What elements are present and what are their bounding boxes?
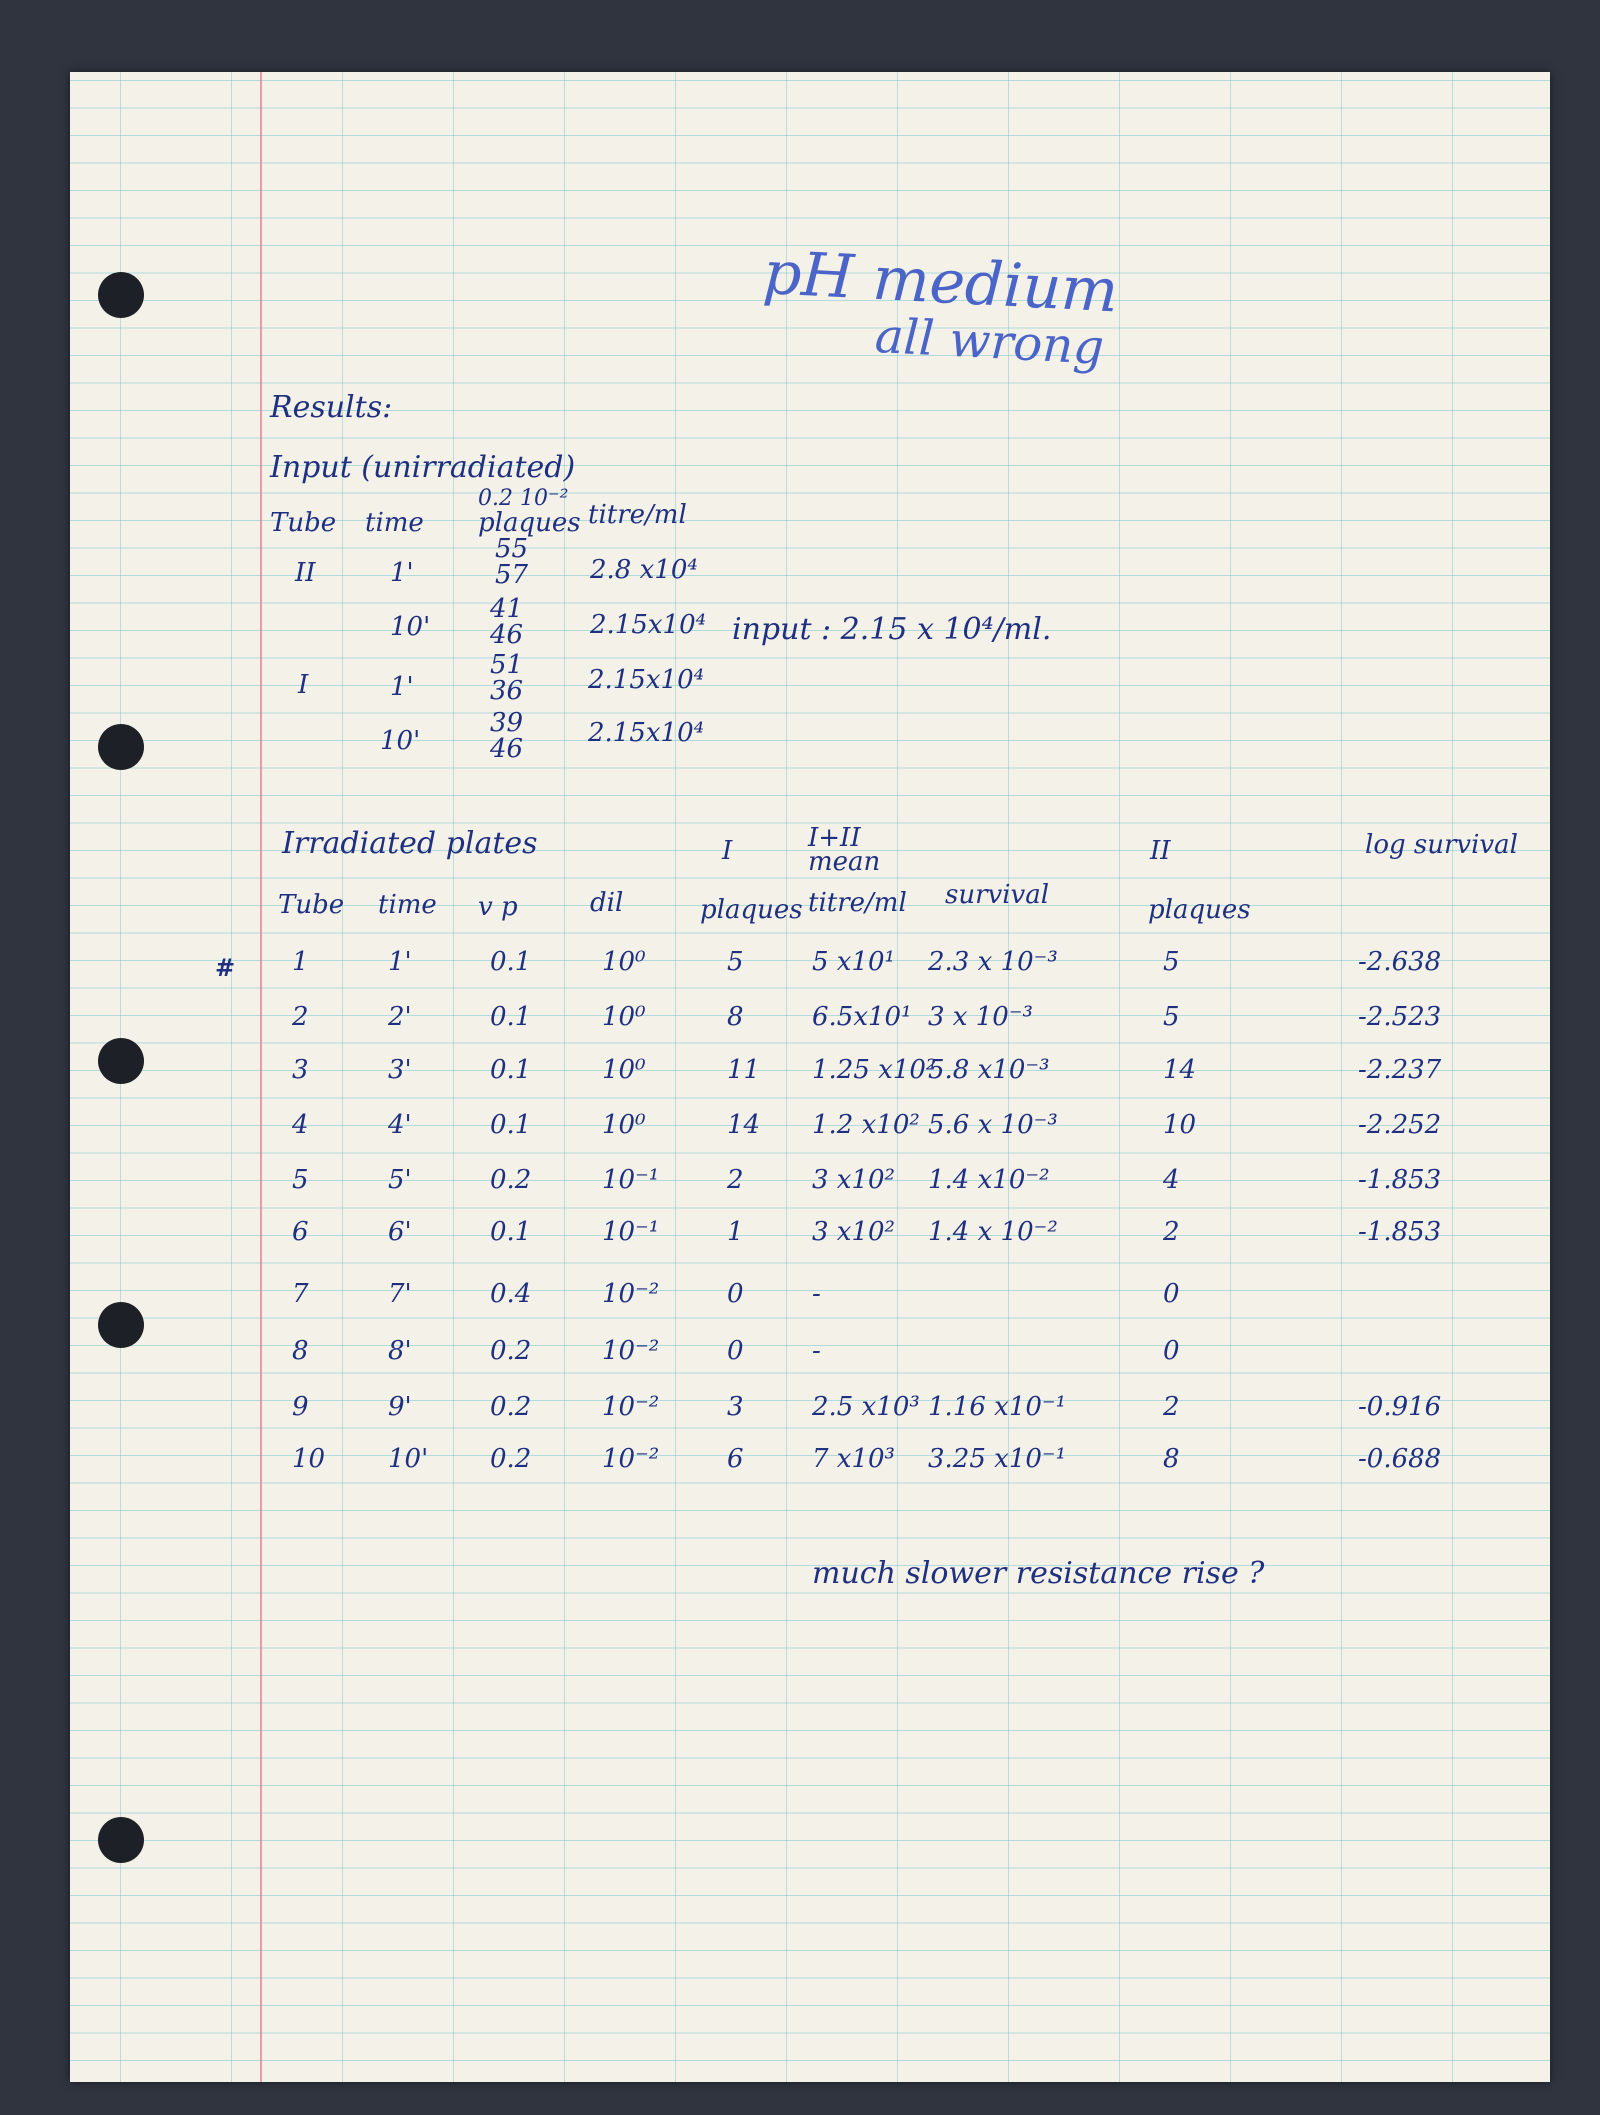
irr-cell-plaques-i: 0 (727, 1279, 744, 1309)
irradiated-title: Irradiated plates (282, 826, 538, 861)
irr-cell-dil: 10⁻² (602, 1279, 660, 1309)
irr-cell-vp: 0.1 (490, 947, 532, 977)
note-line-1: pH medium (761, 238, 1120, 327)
irr-cell-time: 7' (388, 1279, 412, 1309)
irr-cell-dil: 10⁻¹ (602, 1165, 660, 1195)
irr-cell-tube: 5 (292, 1165, 309, 1195)
input-row-plaque-a: 55 (495, 534, 529, 564)
irr-cell-plaques-ii: 2 (1163, 1392, 1180, 1422)
irr-cell-log: -2.237 (1358, 1055, 1442, 1085)
note-line-2: all wrong (873, 307, 1106, 376)
irr-cell-tube: 3 (292, 1055, 309, 1085)
irr-cell-plaques-ii: 5 (1163, 947, 1180, 977)
irr-cell-time: 8' (388, 1336, 412, 1366)
irr-cell-dil: 10⁰ (602, 1002, 646, 1032)
irr-cell-log: -0.916 (1358, 1392, 1442, 1422)
irr-cell-dil: 10⁻¹ (602, 1217, 660, 1247)
punch-hole (98, 1038, 144, 1084)
input-header-plaques: plaques (478, 508, 581, 538)
input-section-title: Input (unirradiated) (270, 450, 576, 485)
input-row-time: 10' (390, 612, 431, 642)
irr-cell-log: -2.523 (1358, 1002, 1442, 1032)
irr-cell-tube: 9 (292, 1392, 309, 1422)
irr-cell-plaques-ii: 5 (1163, 1002, 1180, 1032)
irr-cell-vp: 0.1 (490, 1055, 532, 1085)
irr-header-vp: v p (478, 892, 518, 922)
irr-cell-plaques-ii: 14 (1163, 1055, 1197, 1085)
irr-cell-titre: 3 x10² (812, 1165, 895, 1195)
group-header-i: I (722, 836, 733, 866)
irr-cell-time: 9' (388, 1392, 412, 1422)
input-row-plaque-b: 57 (495, 560, 529, 590)
irr-cell-titre: 1.2 x10² (812, 1110, 920, 1140)
input-row-time: 10' (380, 726, 421, 756)
irr-cell-plaques-i: 2 (727, 1165, 744, 1195)
irr-cell-plaques-i: 8 (727, 1002, 744, 1032)
irr-cell-time: 6' (388, 1217, 412, 1247)
irr-cell-vp: 0.1 (490, 1217, 532, 1247)
irr-cell-vp: 0.2 (490, 1444, 532, 1474)
irr-cell-survival: 3.25 x10⁻¹ (928, 1444, 1067, 1474)
punch-hole (98, 272, 144, 318)
group-header-ii: II (1150, 836, 1171, 866)
irr-cell-dil: 10⁰ (602, 1110, 646, 1140)
irr-cell-dil: 10⁰ (602, 947, 646, 977)
irr-cell-time: 4' (388, 1110, 412, 1140)
irr-cell-plaques-i: 5 (727, 947, 744, 977)
input-row-plaque-a: 41 (490, 594, 524, 624)
irr-cell-time: 5' (388, 1165, 412, 1195)
group-header-mean: I+II mean (808, 823, 881, 877)
irr-cell-titre: - (812, 1336, 821, 1366)
irr-cell-plaques-ii: 2 (1163, 1217, 1180, 1247)
input-row-plaque-a: 39 (490, 708, 524, 738)
irr-cell-vp: 0.4 (490, 1279, 532, 1309)
input-row-plaque-b: 46 (490, 620, 524, 650)
irr-header-time: time (378, 890, 437, 920)
irr-cell-titre: 7 x10³ (812, 1444, 895, 1474)
input-row-titre: 2.15x10⁴ (588, 718, 705, 748)
irr-cell-survival: 1.16 x10⁻¹ (928, 1392, 1067, 1422)
irr-cell-log: -0.688 (1358, 1444, 1442, 1474)
punch-hole (98, 1817, 144, 1863)
irr-cell-log: -2.252 (1358, 1110, 1442, 1140)
irr-cell-plaques-i: 1 (727, 1217, 744, 1247)
input-header-titre: titre/ml (588, 500, 687, 530)
input-row-plaque-b: 46 (490, 734, 524, 764)
group-header-log: log survival (1365, 830, 1518, 860)
irr-cell-plaques-i: 14 (727, 1110, 761, 1140)
irr-cell-survival: 2.3 x 10⁻³ (928, 947, 1058, 977)
irr-cell-time: 3' (388, 1055, 412, 1085)
irr-cell-dil: 10⁻² (602, 1336, 660, 1366)
irr-cell-log: -1.853 (1358, 1165, 1442, 1195)
irr-cell-plaques-ii: 4 (1163, 1165, 1180, 1195)
irr-header-tube: Tube (278, 890, 345, 920)
footer-note: much slower resistance rise ? (812, 1556, 1265, 1591)
margin-mark: # (215, 953, 236, 982)
irr-cell-tube: 7 (292, 1279, 309, 1309)
irr-cell-plaques-ii: 8 (1163, 1444, 1180, 1474)
irr-cell-plaques-ii: 0 (1163, 1279, 1180, 1309)
irr-cell-vp: 0.2 (490, 1336, 532, 1366)
irr-cell-time: 10' (388, 1444, 429, 1474)
irr-cell-tube: 2 (292, 1002, 309, 1032)
punch-hole (98, 1302, 144, 1348)
irr-cell-vp: 0.1 (490, 1002, 532, 1032)
irr-header-plaques-ii: plaques (1148, 895, 1251, 925)
irr-cell-survival: 1.4 x 10⁻² (928, 1217, 1058, 1247)
irr-cell-titre: 6.5x10¹ (812, 1002, 912, 1032)
irr-cell-plaques-i: 0 (727, 1336, 744, 1366)
irr-header-plaques-i: plaques (700, 895, 803, 925)
irr-cell-dil: 10⁰ (602, 1055, 646, 1085)
irr-cell-plaques-i: 6 (727, 1444, 744, 1474)
irr-header-titre: titre/ml (808, 888, 907, 918)
irr-cell-tube: 1 (292, 947, 309, 977)
margin-line (260, 72, 262, 2082)
irr-cell-titre: - (812, 1279, 821, 1309)
irr-cell-vp: 0.2 (490, 1392, 532, 1422)
irr-cell-time: 1' (388, 947, 412, 977)
irr-cell-titre: 1.25 x10² (812, 1055, 937, 1085)
irr-cell-titre: 2.5 x10³ (812, 1392, 920, 1422)
irr-cell-tube: 4 (292, 1110, 309, 1140)
input-header-tube: Tube (270, 508, 337, 538)
input-row-time: 1' (390, 558, 414, 588)
irr-header-dil: dil (590, 888, 624, 918)
irr-cell-titre: 5 x10¹ (812, 947, 895, 977)
irr-cell-dil: 10⁻² (602, 1392, 660, 1422)
punch-hole (98, 724, 144, 770)
irr-cell-dil: 10⁻² (602, 1444, 660, 1474)
irr-cell-survival: 5.8 x10⁻³ (928, 1055, 1050, 1085)
irr-cell-plaques-ii: 10 (1163, 1110, 1197, 1140)
input-row-plaque-b: 36 (490, 676, 524, 706)
irr-header-survival: survival (945, 880, 1050, 910)
input-row-plaque-a: 51 (490, 650, 524, 680)
irr-cell-plaques-i: 3 (727, 1392, 744, 1422)
irr-cell-survival: 5.6 x 10⁻³ (928, 1110, 1058, 1140)
irr-cell-tube: 6 (292, 1217, 309, 1247)
irr-cell-plaques-i: 11 (727, 1055, 761, 1085)
irr-cell-tube: 8 (292, 1336, 309, 1366)
irr-cell-log: -2.638 (1358, 947, 1442, 977)
irr-cell-vp: 0.2 (490, 1165, 532, 1195)
handwritten-note (759, 238, 1120, 376)
irr-cell-vp: 0.1 (490, 1110, 532, 1140)
irr-cell-survival: 3 x 10⁻³ (928, 1002, 1033, 1032)
input-summary: input : 2.15 x 10⁴/ml. (732, 612, 1052, 647)
irr-cell-log: -1.853 (1358, 1217, 1442, 1247)
input-row-tube: II (295, 558, 316, 588)
results-heading: Results: (270, 390, 393, 425)
irr-cell-survival: 1.4 x10⁻² (928, 1165, 1050, 1195)
irr-cell-tube: 10 (292, 1444, 326, 1474)
input-header-time: time (365, 508, 424, 538)
input-row-titre: 2.15x10⁴ (590, 610, 707, 640)
input-row-time: 1' (390, 672, 414, 702)
dilution-header: 0.2 10⁻² (478, 486, 569, 511)
irr-cell-time: 2' (388, 1002, 412, 1032)
input-row-titre: 2.15x10⁴ (588, 665, 705, 695)
input-row-titre: 2.8 x10⁴ (590, 555, 698, 585)
irr-cell-plaques-ii: 0 (1163, 1336, 1180, 1366)
input-row-tube: I (298, 670, 309, 700)
irr-cell-titre: 3 x10² (812, 1217, 895, 1247)
